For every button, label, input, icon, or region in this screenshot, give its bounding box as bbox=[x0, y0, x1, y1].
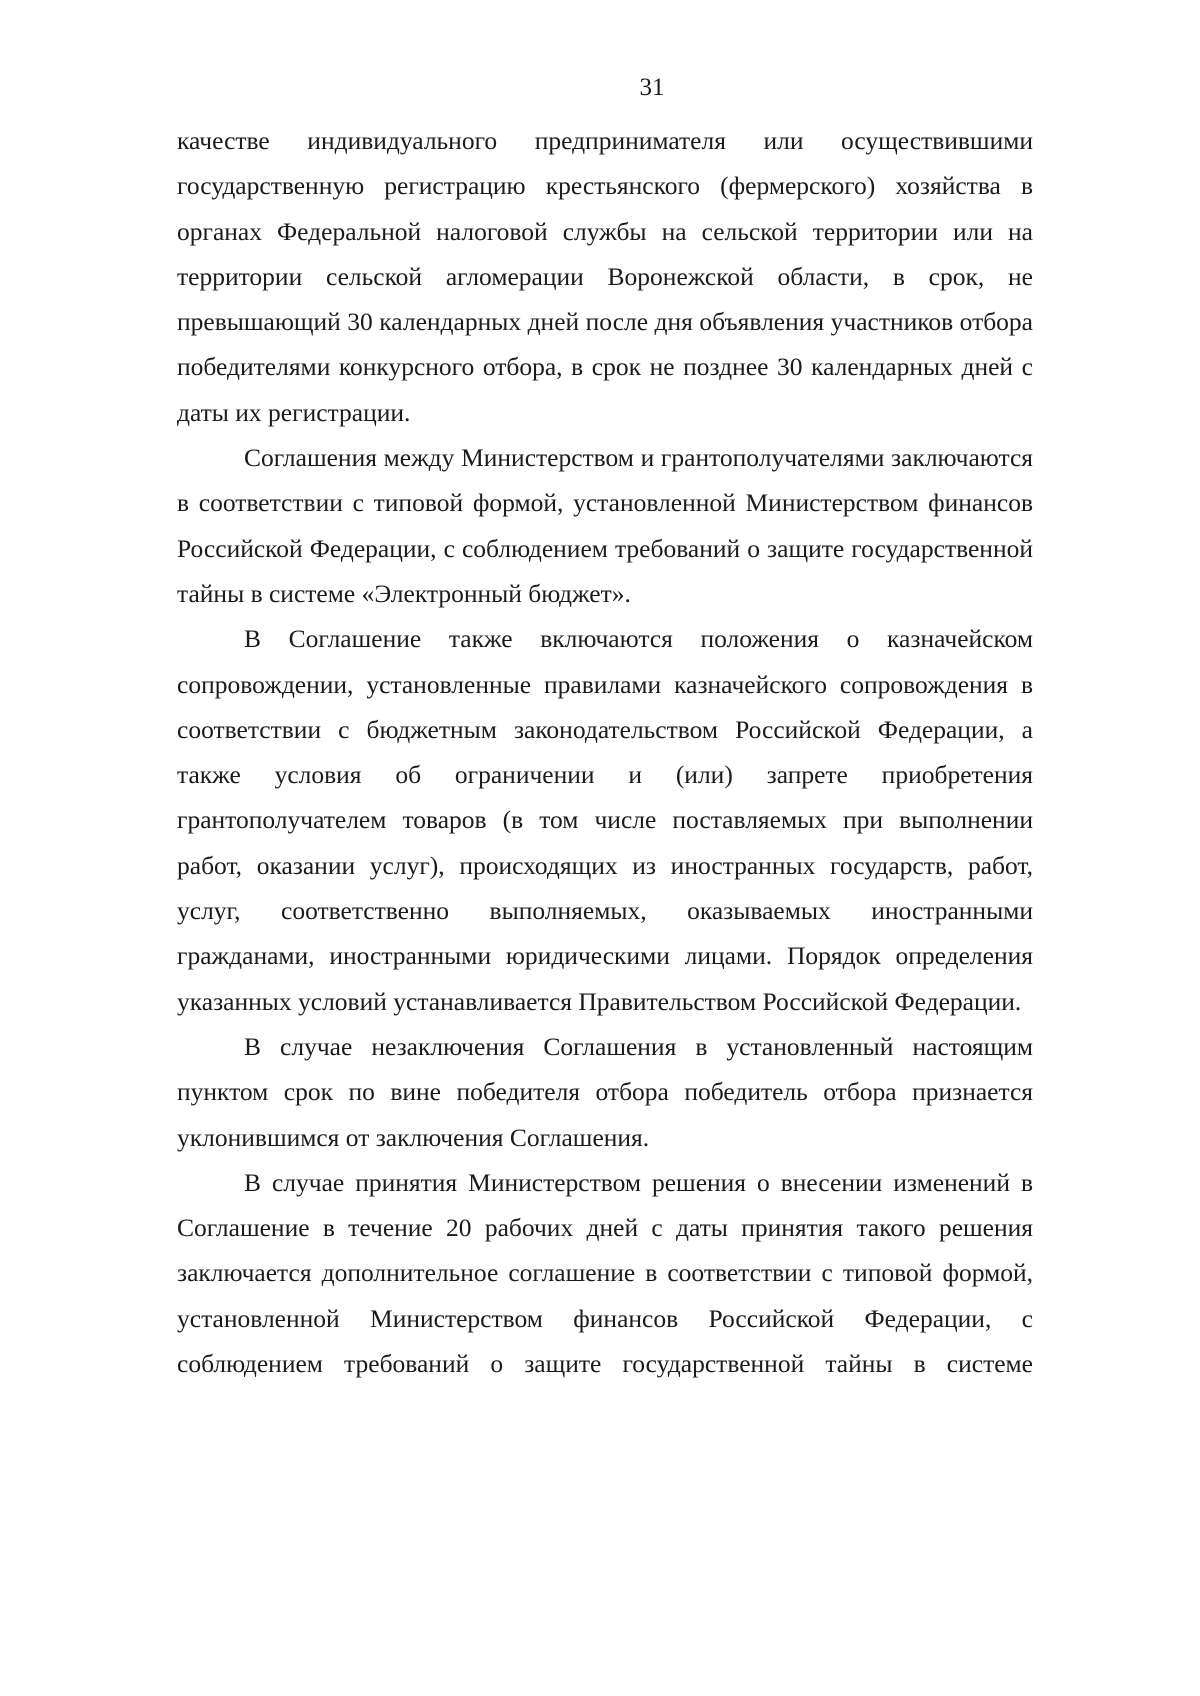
document-body bbox=[177, 118, 1033, 1386]
paragraph-agreements: Соглашения между Министерством и грантополучателями заключаются в соответствии с типовой формой, установленной Министерством финансов Российской Федерации, с соблюдением требований о защите государственной тайны в системе «Электронный бюджет». bbox=[177, 443, 1033, 608]
paragraph-non-conclusion: В случае незаключения Соглашения в установленный настоящим пунктом срок по вине победителя отбора победитель отбора признается уклонившимся от заключения Соглашения. bbox=[177, 1031, 1033, 1152]
paragraph-treasury-support: В Соглашение также включаются положения о казначейском сопровождении, установленные правилами казначейского сопровождения в соответствии с бюджетным законодательством Российской Федерации, а также условия об ограничении и (или) запрете приобретения грантополучателем товаров (в том числе поставляемых при выполнении работ, оказании услуг), происходящих из иностранных государств, работ, услуг, соответственно выполняемых, оказываемых иностранными гражданами, иностранными юридическими лицами. Порядок определения указанных условий устанавливается Правительством Российской Федерации. bbox=[177, 624, 1033, 1016]
page-number: 31 bbox=[639, 74, 665, 101]
paragraph-amendments: В случае принятия Министерством решения о внесении изменений в Соглашение в течение 20 рабочих дней с даты принятия такого решения заключается дополнительное соглашение в соответствии с типовой формой, установленной Министерством финансов Российской Федерации, с соблюдением требований о защите государственной тайны в системе bbox=[177, 1167, 1033, 1379]
paragraph-continuation: качестве индивидуального предпринимателя или осуществившими государственную регистрацию крестьянского (фермерского) хозяйства в органах Федеральной налоговой службы на сельской территории или на территории сельской агломерации Воронежской области, в срок, не превышающий 30 календарных дней после дня объявления участников отбора победителями конкурсного отбора, в срок не позднее 30 календарных дней с даты их регистрации. bbox=[177, 126, 1033, 427]
